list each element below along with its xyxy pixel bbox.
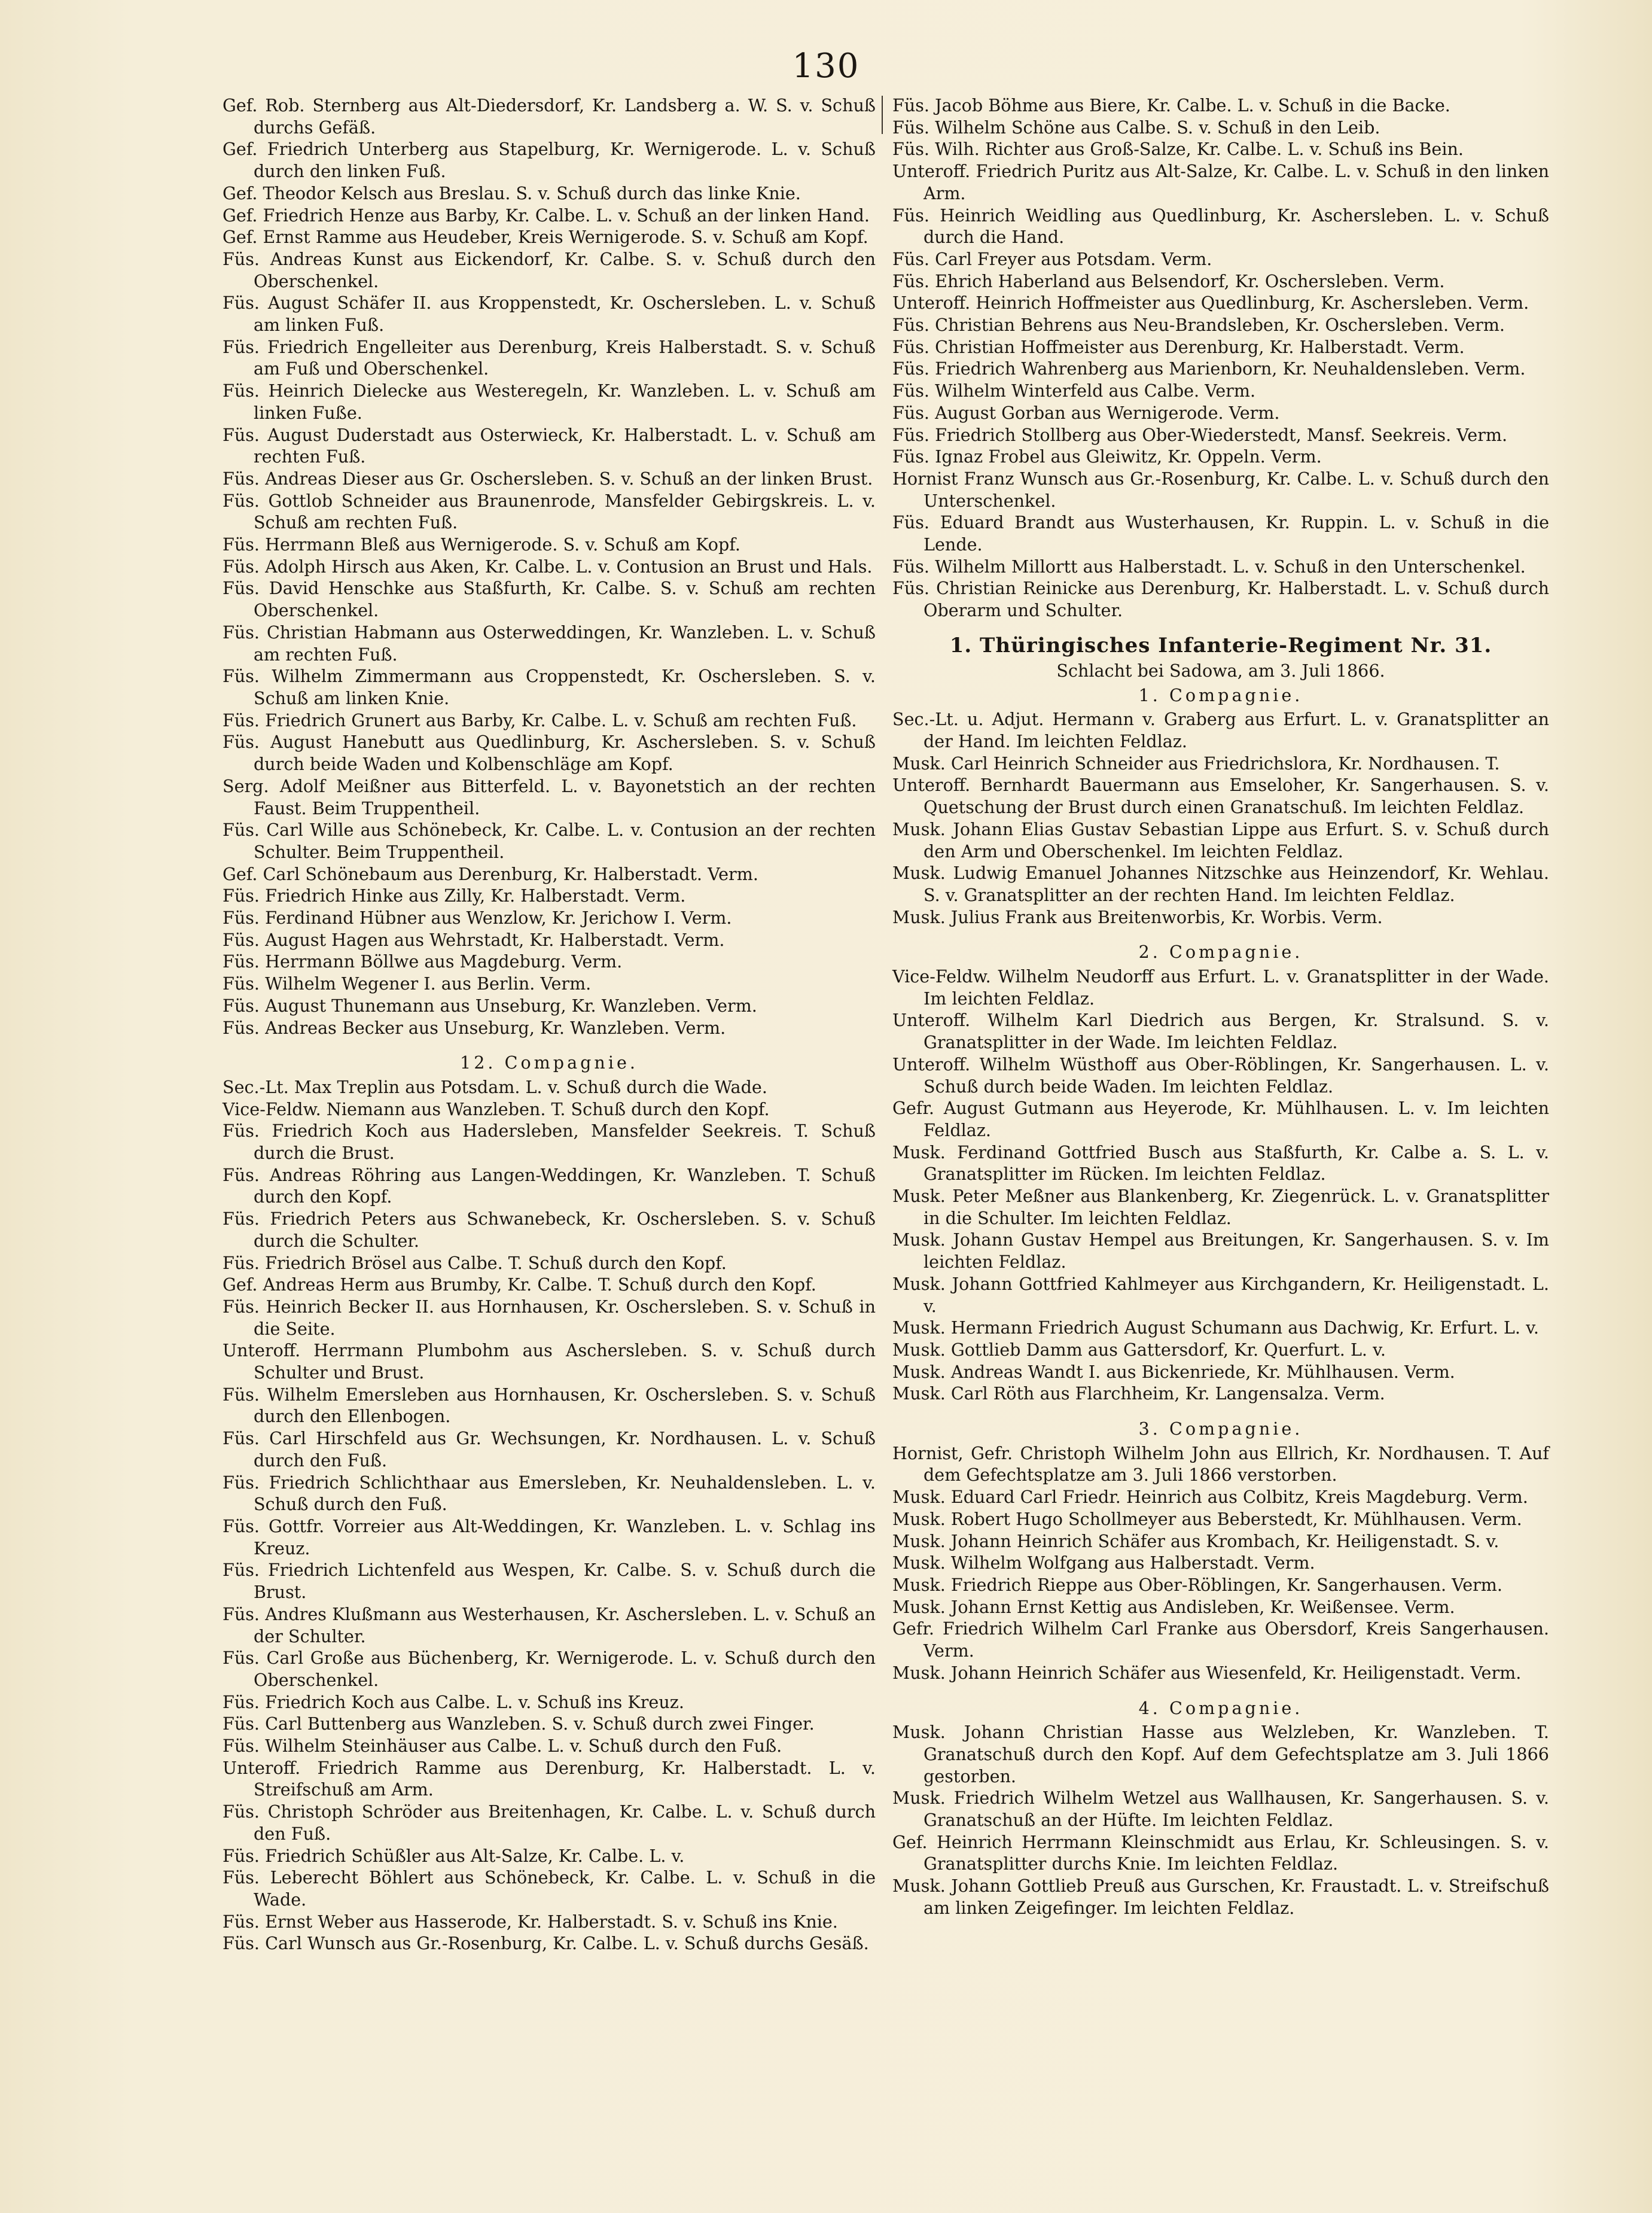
casualty-entry: Füs. Heinrich Weidling aus Quedlinburg, Kr. Aschersleben. L. v. Schuß durch die Hand. xyxy=(892,205,1549,248)
casualty-entry: Unteroff. Friedrich Puritz aus Alt-Salze, Kr. Calbe. L. v. Schuß in den linken Arm. xyxy=(892,161,1549,203)
casualty-entry: Füs. Gottfr. Vorreier aus Alt-Weddingen, Kr. Wanzleben. L. v. Schlag ins Kreuz. xyxy=(222,1516,876,1558)
company-2-list xyxy=(892,966,1549,1405)
casualty-entry: Füs. August Duderstadt aus Osterwieck, Kr. Halberstadt. L. v. Schuß am rechten Fuß. xyxy=(222,424,876,467)
casualty-entry: Füs. Wilh. Richter aus Groß-Salze, Kr. Calbe. L. v. Schuß ins Bein. xyxy=(892,139,1464,160)
casualty-entry: Füs. August Gorban aus Wernigerode. Verm. xyxy=(892,402,1280,423)
casualty-list-continued xyxy=(222,95,876,1039)
casualty-entry: Gef. Friedrich Unterberg aus Stapelburg, Kr. Wernigerode. L. v. Schuß durch den linken Fuß. xyxy=(222,139,876,182)
casualty-entry: Füs. Wilhelm Zimmermann aus Croppenstedt, Kr. Oschersleben. S. v. Schuß am linken Knie. xyxy=(222,666,876,708)
casualty-entry: Füs. Friedrich Koch aus Calbe. L. v. Schuß ins Kreuz. xyxy=(222,1691,684,1712)
casualty-entry: Musk. Friedrich Wilhelm Wetzel aus Wallhausen, Kr. Sangerhausen. S. v. Granatschuß an der Hüfte. Im leichten Feldlaz. xyxy=(892,1788,1549,1831)
right-column xyxy=(892,95,1549,1919)
casualty-entry: Füs. Ignaz Frobel aus Gleiwitz, Kr. Oppeln. Verm. xyxy=(892,446,1322,467)
company-4-heading: 4. Compagnie. xyxy=(1138,1697,1303,1718)
casualty-entry: Füs. Wilhelm Millortt aus Halberstadt. L. v. Schuß in den Unterschenkel. xyxy=(892,556,1526,577)
casualty-entry: Füs. Andreas Kunst aus Eickendorf, Kr. Calbe. S. v. Schuß durch den Oberschenkel. xyxy=(222,248,876,291)
battle-subtitle: Schlacht bei Sadowa, am 3. Juli 1866. xyxy=(1056,660,1385,681)
casualty-entry: Füs. Adolph Hirsch aus Aken, Kr. Calbe. L. v. Contusion an Brust und Hals. xyxy=(222,556,873,577)
casualty-entry: Füs. August Thunemann aus Unseburg, Kr. Wanzleben. Verm. xyxy=(222,995,757,1016)
casualty-entry: Füs. Heinrich Dielecke aus Westeregeln, Kr. Wanzleben. L. v. Schuß am linken Fuße. xyxy=(222,380,876,423)
casualty-entry: Gef. Heinrich Herrmann Kleinschmidt aus Erlau, Kr. Schleusingen. S. v. Granatsplitter durchs Knie. Im leichten Feldlaz. xyxy=(892,1831,1549,1874)
casualty-entry: Füs. Andreas Becker aus Unseburg, Kr. Wanzleben. Verm. xyxy=(222,1017,726,1038)
casualty-entry: Füs. Friedrich Stollberg aus Ober-Wiederstedt, Mansf. Seekreis. Verm. xyxy=(892,424,1508,445)
casualty-entry: Füs. Christian Behrens aus Neu-Brandsleben, Kr. Oschersleben. Verm. xyxy=(892,315,1505,336)
casualty-entry: Musk. Robert Hugo Schollmeyer aus Beberstedt, Kr. Mühlhausen. Verm. xyxy=(892,1508,1522,1529)
casualty-entry: Füs. Friedrich Engelleiter aus Derenburg, Kreis Halberstadt. S. v. Schuß am Fuß und Oberschenkel. xyxy=(222,336,876,379)
casualty-entry: Musk. Johann Heinrich Schäfer aus Wiesenfeld, Kr. Heiligenstadt. Verm. xyxy=(892,1662,1522,1683)
casualty-entry: Füs. Carl Buttenberg aus Wanzleben. S. v. Schuß durch zwei Finger. xyxy=(222,1713,815,1734)
casualty-entry: Füs. Christoph Schröder aus Breitenhagen, Kr. Calbe. L. v. Schuß durch den Fuß. xyxy=(222,1801,876,1844)
casualty-entry: Füs. Andreas Dieser aus Gr. Oschersleben. S. v. Schuß an der linken Brust. xyxy=(222,468,873,489)
casualty-entry: Unteroff. Bernhardt Bauermann aus Emseloher, Kr. Sangerhausen. S. v. Quetschung der Brust durch einen Granatschuß. Im leichten Feldlaz. xyxy=(892,775,1549,818)
casualty-entry: Füs. Ernst Weber aus Hasserode, Kr. Halberstadt. S. v. Schuß ins Knie. xyxy=(222,1911,838,1932)
casualty-entry: Musk. Johann Gottfried Kahlmeyer aus Kirchgandern, Kr. Heiligenstadt. L. v. xyxy=(892,1273,1549,1316)
casualty-entry: Füs. Carl Wille aus Schönebeck, Kr. Calbe. L. v. Contusion an der rechten Schulter. Beim Truppentheil. xyxy=(222,820,876,862)
casualty-entry: Füs. Wilhelm Schöne aus Calbe. S. v. Schuß in den Leib. xyxy=(892,117,1380,138)
casualty-entry: Unteroff. Heinrich Hoffmeister aus Quedlinburg, Kr. Aschersleben. Verm. xyxy=(892,293,1529,313)
casualty-entry: Füs. Carl Hirschfeld aus Gr. Wechsungen, Kr. Nordhausen. L. v. Schuß durch den Fuß. xyxy=(222,1428,876,1471)
casualty-entry: Musk. Friedrich Rieppe aus Ober-Röblingen, Kr. Sangerhausen. Verm. xyxy=(892,1575,1502,1595)
casualty-entry: Musk. Johann Gustav Hempel aus Breitungen, Kr. Sangerhausen. S. v. Im leichten Feldlaz. xyxy=(892,1229,1549,1273)
page-number: 130 xyxy=(792,47,860,86)
company-3-list xyxy=(892,1442,1549,1684)
casualty-entry: Füs. Christian Habmann aus Osterweddingen, Kr. Wanzleben. L. v. Schuß am rechten Fuß. xyxy=(222,622,876,665)
casualty-entry: Füs. Friedrich Grunert aus Barby, Kr. Calbe. L. v. Schuß am rechten Fuß. xyxy=(222,710,857,730)
casualty-entry: Füs. Friedrich Wahrenberg aus Marienborn, Kr. Neuhaldensleben. Verm. xyxy=(892,358,1526,379)
casualty-entry: Musk. Johann Elias Gustav Sebastian Lippe aus Erfurt. S. v. Schuß durch den Arm und Oberschenkel. Im leichten Feldlaz. xyxy=(892,818,1549,862)
casualty-entry: Füs. Andreas Röhring aus Langen-Weddingen, Kr. Wanzleben. T. Schuß durch den Kopf. xyxy=(222,1164,876,1207)
casualty-entry: Füs. Jacob Böhme aus Biere, Kr. Calbe. L. v. Schuß in die Backe. xyxy=(892,95,1450,115)
casualty-entry: Musk. Ludwig Emanuel Johannes Nitzschke aus Heinzendorf, Kr. Wehlau. S. v. Granatsplitter an der rechten Hand. Im leichten Feldlaz. xyxy=(892,863,1549,905)
casualty-entry: Füs. August Hanebutt aus Quedlinburg, Kr. Aschersleben. S. v. Schuß durch beide Waden und Kolbenschläge am Kopf. xyxy=(222,732,876,775)
casualty-entry: Füs. Gottlob Schneider aus Braunenrode, Mansfelder Gebirgskreis. L. v. Schuß am rechten Fuß. xyxy=(222,490,876,533)
casualty-entry: Füs. Friedrich Hinke aus Zilly, Kr. Halberstadt. Verm. xyxy=(222,885,686,906)
casualty-entry: Füs. David Henschke aus Staßfurth, Kr. Calbe. S. v. Schuß am rechten Oberschenkel. xyxy=(222,578,876,621)
company-2-heading: 2. Compagnie. xyxy=(1138,942,1303,963)
casualty-entry: Gef. Andreas Herm aus Brumby, Kr. Calbe. T. Schuß durch den Kopf. xyxy=(222,1274,816,1295)
casualty-entry: Füs. Leberecht Böhlert aus Schönebeck, Kr. Calbe. L. v. Schuß in die Wade. xyxy=(222,1867,876,1910)
casualty-entry: Unteroff. Herrmann Plumbohm aus Aschersleben. S. v. Schuß durch Schulter und Brust. xyxy=(222,1340,876,1383)
casualty-entry: Musk. Johann Heinrich Schäfer aus Krombach, Kr. Heiligenstadt. S. v. xyxy=(892,1530,1499,1551)
casualty-entry: Gef. Ernst Ramme aus Heudeber, Kreis Wernigerode. S. v. Schuß am Kopf. xyxy=(222,227,868,248)
casualty-list-continued xyxy=(892,95,1549,622)
casualty-entry: Füs. Herrmann Bleß aus Wernigerode. S. v. Schuß am Kopf. xyxy=(222,534,740,555)
company-12-heading: 12. Compagnie. xyxy=(460,1052,638,1073)
casualty-entry: Füs. Friedrich Schlichthaar aus Emersleben, Kr. Neuhaldensleben. L. v. Schuß durch den Fuß. xyxy=(222,1472,876,1515)
casualty-entry: Füs. Wilhelm Wegener I. aus Berlin. Verm. xyxy=(222,973,592,994)
casualty-entry: Füs. Carl Große aus Büchenberg, Kr. Wernigerode. L. v. Schuß durch den Oberschenkel. xyxy=(222,1648,876,1690)
casualty-entry: Füs. Wilhelm Emersleben aus Hornhausen, Kr. Oschersleben. S. v. Schuß durch den Ellenbogen. xyxy=(222,1384,876,1427)
casualty-entry: Serg. Adolf Meißner aus Bitterfeld. L. v. Bayonetstich an der rechten Faust. Beim Truppentheil. xyxy=(222,775,876,818)
casualty-entry: Musk. Andreas Wandt I. aus Bickenriede, Kr. Mühlhausen. Verm. xyxy=(892,1361,1455,1382)
casualty-entry: Füs. August Schäfer II. aus Kroppenstedt, Kr. Oschersleben. L. v. Schuß am linken Fuß. xyxy=(222,293,876,336)
casualty-entry: Musk. Johann Gottlieb Preuß aus Gurschen, Kr. Fraustadt. L. v. Streifschuß am linken Zeigefinger. Im leichten Feldlaz. xyxy=(892,1876,1549,1918)
left-column xyxy=(222,95,876,1955)
casualty-entry: Sec.-Lt. u. Adjut. Hermann v. Graberg aus Erfurt. L. v. Granatsplitter an der Hand. Im leichten Feldlaz. xyxy=(892,709,1549,751)
company-12-list xyxy=(222,1076,876,1955)
column-divider xyxy=(882,96,883,134)
casualty-entry: Gefr. Friedrich Wilhelm Carl Franke aus Obersdorf, Kreis Sangerhausen. Verm. xyxy=(892,1618,1549,1661)
casualty-entry: Gef. Rob. Sternberg aus Alt-Diedersdorf, Kr. Landsberg a. W. S. v. Schuß durchs Gefäß. xyxy=(222,95,876,138)
casualty-entry: Füs. Eduard Brandt aus Wusterhausen, Kr. Ruppin. L. v. Schuß in die Lende. xyxy=(892,512,1549,555)
casualty-entry: Musk. Julius Frank aus Breitenworbis, Kr. Worbis. Verm. xyxy=(892,906,1383,927)
casualty-entry: Unteroff. Wilhelm Karl Diedrich aus Bergen, Kr. Stralsund. S. v. Granatsplitter in der Wade. Im leichten Feldlaz. xyxy=(892,1010,1549,1053)
casualty-entry: Füs. Christian Hoffmeister aus Derenburg, Kr. Halberstadt. Verm. xyxy=(892,336,1465,357)
casualty-entry: Musk. Johann Ernst Kettig aus Andisleben, Kr. Weißensee. Verm. xyxy=(892,1596,1455,1617)
casualty-entry: Füs. Friedrich Brösel aus Calbe. T. Schuß durch den Kopf. xyxy=(222,1252,727,1273)
casualty-entry: Gef. Theodor Kelsch aus Breslau. S. v. Schuß durch das linke Knie. xyxy=(222,182,801,203)
casualty-entry: Gef. Friedrich Henze aus Barby, Kr. Calbe. L. v. Schuß an der linken Hand. xyxy=(222,205,870,226)
company-1-heading: 1. Compagnie. xyxy=(1138,684,1303,705)
casualty-entry: Musk. Carl Röth aus Flarchheim, Kr. Langensalza. Verm. xyxy=(892,1383,1385,1404)
casualty-entry: Musk. Eduard Carl Friedr. Heinrich aus Colbitz, Kreis Magdeburg. Verm. xyxy=(892,1487,1528,1508)
casualty-entry: Füs. Friedrich Koch aus Hadersleben, Mansfelder Seekreis. T. Schuß durch die Brust. xyxy=(222,1121,876,1164)
casualty-entry: Hornist Franz Wunsch aus Gr.-Rosenburg, Kr. Calbe. L. v. Schuß durch den Unterschenkel. xyxy=(892,468,1549,511)
casualty-entry: Musk. Ferdinand Gottfried Busch aus Staßfurth, Kr. Calbe a. S. L. v. Granatsplitter im Rücken. Im leichten Feldlaz. xyxy=(892,1141,1549,1185)
casualty-entry: Füs. Friedrich Lichtenfeld aus Wespen, Kr. Calbe. S. v. Schuß durch die Brust. xyxy=(222,1560,876,1603)
casualty-entry: Musk. Hermann Friedrich August Schumann aus Dachwig, Kr. Erfurt. L. v. xyxy=(892,1317,1539,1338)
casualty-entry: Vice-Feldw. Niemann aus Wanzleben. T. Schuß durch den Kopf. xyxy=(222,1098,770,1119)
regiment-heading: 1. Thüringisches Infanterie-Regiment Nr. 31. xyxy=(949,633,1492,657)
casualty-entry: Füs. Wilhelm Steinhäuser aus Calbe. L. v. Schuß durch den Fuß. xyxy=(222,1736,782,1757)
casualty-entry: Musk. Peter Meßner aus Blankenberg, Kr. Ziegenrück. L. v. Granatsplitter in die Schulter. Im leichten Feldlaz. xyxy=(892,1186,1549,1228)
casualty-entry: Musk. Johann Christian Hasse aus Welzleben, Kr. Wanzleben. T. Granatschuß durch den Kopf. Auf dem Gefechtsplatze am 3. Juli 1866 gestorben. xyxy=(892,1722,1549,1786)
company-4-list xyxy=(892,1721,1549,1919)
casualty-entry: Gefr. August Gutmann aus Heyerode, Kr. Mühlhausen. L. v. Im leichten Feldlaz. xyxy=(892,1098,1549,1140)
casualty-entry: Unteroff. Wilhelm Wüsthoff aus Ober-Röblingen, Kr. Sangerhausen. L. v. Schuß durch beide Waden. Im leichten Feldlaz. xyxy=(892,1054,1549,1097)
casualty-entry: Musk. Wilhelm Wolfgang aus Halberstadt. Verm. xyxy=(892,1553,1315,1573)
casualty-entry: Gef. Carl Schönebaum aus Derenburg, Kr. Halberstadt. Verm. xyxy=(222,863,758,884)
casualty-entry: Füs. Friedrich Schüßler aus Alt-Salze, Kr. Calbe. L. v. xyxy=(222,1845,685,1866)
casualty-entry: Füs. Heinrich Becker II. aus Hornhausen, Kr. Oschersleben. S. v. Schuß in die Seite. xyxy=(222,1296,876,1339)
casualty-entry: Füs. Christian Reinicke aus Derenburg, Kr. Halberstadt. L. v. Schuß durch Oberarm und Schulter. xyxy=(892,578,1549,621)
casualty-entry: Vice-Feldw. Wilhelm Neudorff aus Erfurt. L. v. Granatsplitter in der Wade. Im leichten Feldlaz. xyxy=(892,966,1549,1009)
company-1-list xyxy=(892,708,1549,928)
casualty-entry: Füs. Ferdinand Hübner aus Wenzlow, Kr. Jerichow I. Verm. xyxy=(222,908,732,929)
casualty-entry: Musk. Gottlieb Damm aus Gattersdorf, Kr. Querfurt. L. v. xyxy=(892,1339,1386,1360)
casualty-entry: Füs. Friedrich Peters aus Schwanebeck, Kr. Oschersleben. S. v. Schuß durch die Schulter. xyxy=(222,1209,876,1251)
casualty-entry: Hornist, Gefr. Christoph Wilhelm John aus Ellrich, Kr. Nordhausen. T. Auf dem Gefechtsplatze am 3. Juli 1866 verstorben. xyxy=(892,1442,1549,1486)
casualty-entry: Sec.-Lt. Max Treplin aus Potsdam. L. v. Schuß durch die Wade. xyxy=(222,1076,767,1097)
casualty-entry: Füs. Carl Freyer aus Potsdam. Verm. xyxy=(892,248,1212,269)
casualty-entry: Füs. Herrmann Böllwe aus Magdeburg. Verm. xyxy=(222,951,623,972)
casualty-entry: Füs. Andres Klußmann aus Westerhausen, Kr. Aschersleben. L. v. Schuß an der Schulter. xyxy=(222,1603,876,1646)
casualty-entry: Musk. Carl Heinrich Schneider aus Friedrichslora, Kr. Nordhausen. T. xyxy=(892,753,1500,774)
casualty-entry: Füs. Carl Wunsch aus Gr.-Rosenburg, Kr. Calbe. L. v. Schuß durchs Gesäß. xyxy=(222,1933,869,1954)
company-3-heading: 3. Compagnie. xyxy=(1138,1418,1303,1439)
casualty-entry: Füs. Ehrich Haberland aus Belsendorf, Kr. Oschersleben. Verm. xyxy=(892,270,1445,291)
casualty-entry: Füs. August Hagen aus Wehrstadt, Kr. Halberstadt. Verm. xyxy=(222,929,725,950)
casualty-entry: Unteroff. Friedrich Ramme aus Derenburg, Kr. Halberstadt. L. v. Streifschuß am Arm. xyxy=(222,1757,876,1800)
casualty-entry: Füs. Wilhelm Winterfeld aus Calbe. Verm. xyxy=(892,380,1256,401)
